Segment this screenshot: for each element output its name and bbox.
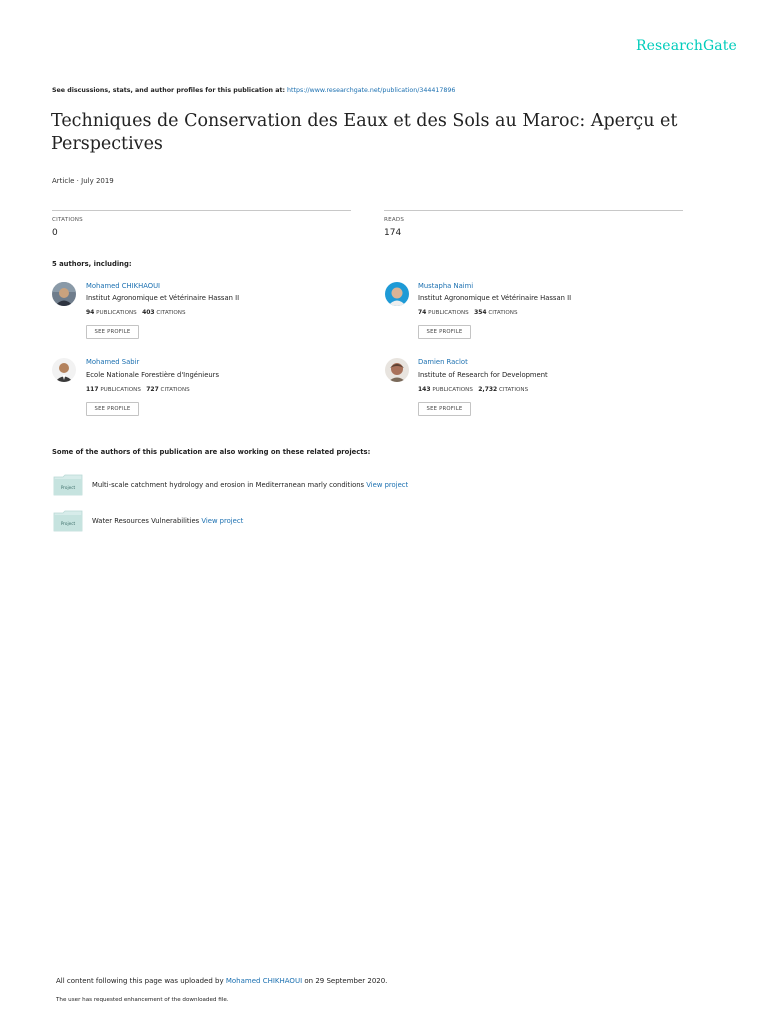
avatar[interactable]	[385, 282, 409, 306]
citations-count-label: CITATIONS	[499, 387, 529, 393]
publications-label: PUBLICATIONS	[100, 387, 141, 393]
project-icon-label: Project	[60, 521, 76, 526]
author-name-link[interactable]: Damien Raclot	[418, 358, 468, 366]
publication-meta: Article · July 2019	[52, 177, 114, 185]
researchgate-logo[interactable]: ResearchGate	[636, 38, 737, 54]
see-discussions-text: See discussions, stats, and author profiles for this publication at:	[52, 87, 285, 94]
reads-divider	[384, 210, 683, 211]
author-affiliation: Institute of Research for Development	[418, 371, 548, 379]
project-title: Water Resources Vulnerabilities	[92, 517, 200, 525]
authors-heading: 5 authors, including:	[52, 260, 132, 268]
author-photo-icon	[385, 282, 409, 306]
see-profile-button[interactable]: SEE PROFILE	[86, 325, 139, 339]
project-title: Multi-scale catchment hydrology and erosion in Mediterranean marly conditions	[92, 481, 365, 489]
author-affiliation: Ecole Nationale Forestière d'Ingénieurs	[86, 371, 220, 379]
author-name-link[interactable]: Mohamed Sabir	[86, 358, 140, 366]
project-entry	[92, 481, 408, 489]
project-icon-label: Project	[60, 485, 76, 490]
citations-label: CITATIONS	[52, 217, 83, 223]
avatar[interactable]	[52, 282, 76, 306]
upload-suffix: on 29 September 2020.	[304, 977, 388, 985]
project-folder-icon[interactable]	[53, 510, 83, 532]
publications-label: PUBLICATIONS	[428, 310, 469, 316]
publications-count: 117	[86, 386, 99, 393]
publication-title: Techniques de Conservation des Eaux et des Sols au Maroc: Aperçu et Perspectives	[51, 111, 678, 154]
see-profile-button[interactable]: SEE PROFILE	[418, 325, 471, 339]
author-counts	[418, 309, 518, 316]
view-project-link[interactable]: View project	[201, 517, 244, 525]
author-affiliation: Institut Agronomique et Vétérinaire Hassan II	[418, 294, 572, 302]
reads-label: READS	[384, 217, 405, 223]
author-photo-icon	[52, 282, 76, 306]
publications-count: 94	[86, 309, 95, 316]
publications-count: 74	[418, 309, 427, 316]
author-name-link[interactable]: Mustapha Naimi	[418, 282, 474, 290]
author-photo-icon	[385, 358, 409, 382]
author-counts	[86, 386, 190, 393]
related-projects-heading: Some of the authors of this publication are also working on these related projects:	[52, 448, 371, 456]
citations-count-label: CITATIONS	[488, 310, 518, 316]
folder-icon	[53, 474, 83, 496]
citations-count: 727	[146, 386, 159, 393]
uploader-link[interactable]: Mohamed CHIKHAOUI	[225, 977, 303, 985]
author-counts	[418, 386, 528, 393]
publications-label: PUBLICATIONS	[432, 387, 473, 393]
folder-icon	[53, 510, 83, 532]
citations-divider	[52, 210, 351, 211]
see-profile-button[interactable]: SEE PROFILE	[86, 402, 139, 416]
author-name-link[interactable]: Mohamed CHIKHAOUI	[86, 282, 161, 290]
citations-count: 2,732	[478, 386, 498, 393]
see-profile-button[interactable]: SEE PROFILE	[418, 402, 471, 416]
avatar[interactable]	[52, 358, 76, 382]
upload-prefix: All content following this page was uploaded by	[56, 977, 224, 985]
author-photo-icon	[52, 358, 76, 382]
enhancement-note: The user has requested enhancement of the downloaded file.	[56, 997, 229, 1003]
publications-count: 143	[418, 386, 431, 393]
citations-value: 0	[52, 228, 58, 238]
author-affiliation: Institut Agronomique et Vétérinaire Hassan II	[86, 294, 240, 302]
avatar[interactable]	[385, 358, 409, 382]
citations-count: 354	[474, 309, 487, 316]
citations-count: 403	[142, 309, 155, 316]
citations-count-label: CITATIONS	[160, 387, 190, 393]
upload-notice	[56, 977, 387, 985]
publications-label: PUBLICATIONS	[96, 310, 137, 316]
citations-count-label: CITATIONS	[156, 310, 186, 316]
view-project-link[interactable]: View project	[366, 481, 409, 489]
reads-value: 174	[384, 228, 402, 238]
author-counts	[86, 309, 186, 316]
project-entry	[92, 517, 243, 525]
see-discussions-line	[52, 87, 455, 94]
publication-url-link[interactable]: https://www.researchgate.net/publication/344417896	[287, 87, 456, 94]
project-folder-icon[interactable]	[53, 474, 83, 496]
